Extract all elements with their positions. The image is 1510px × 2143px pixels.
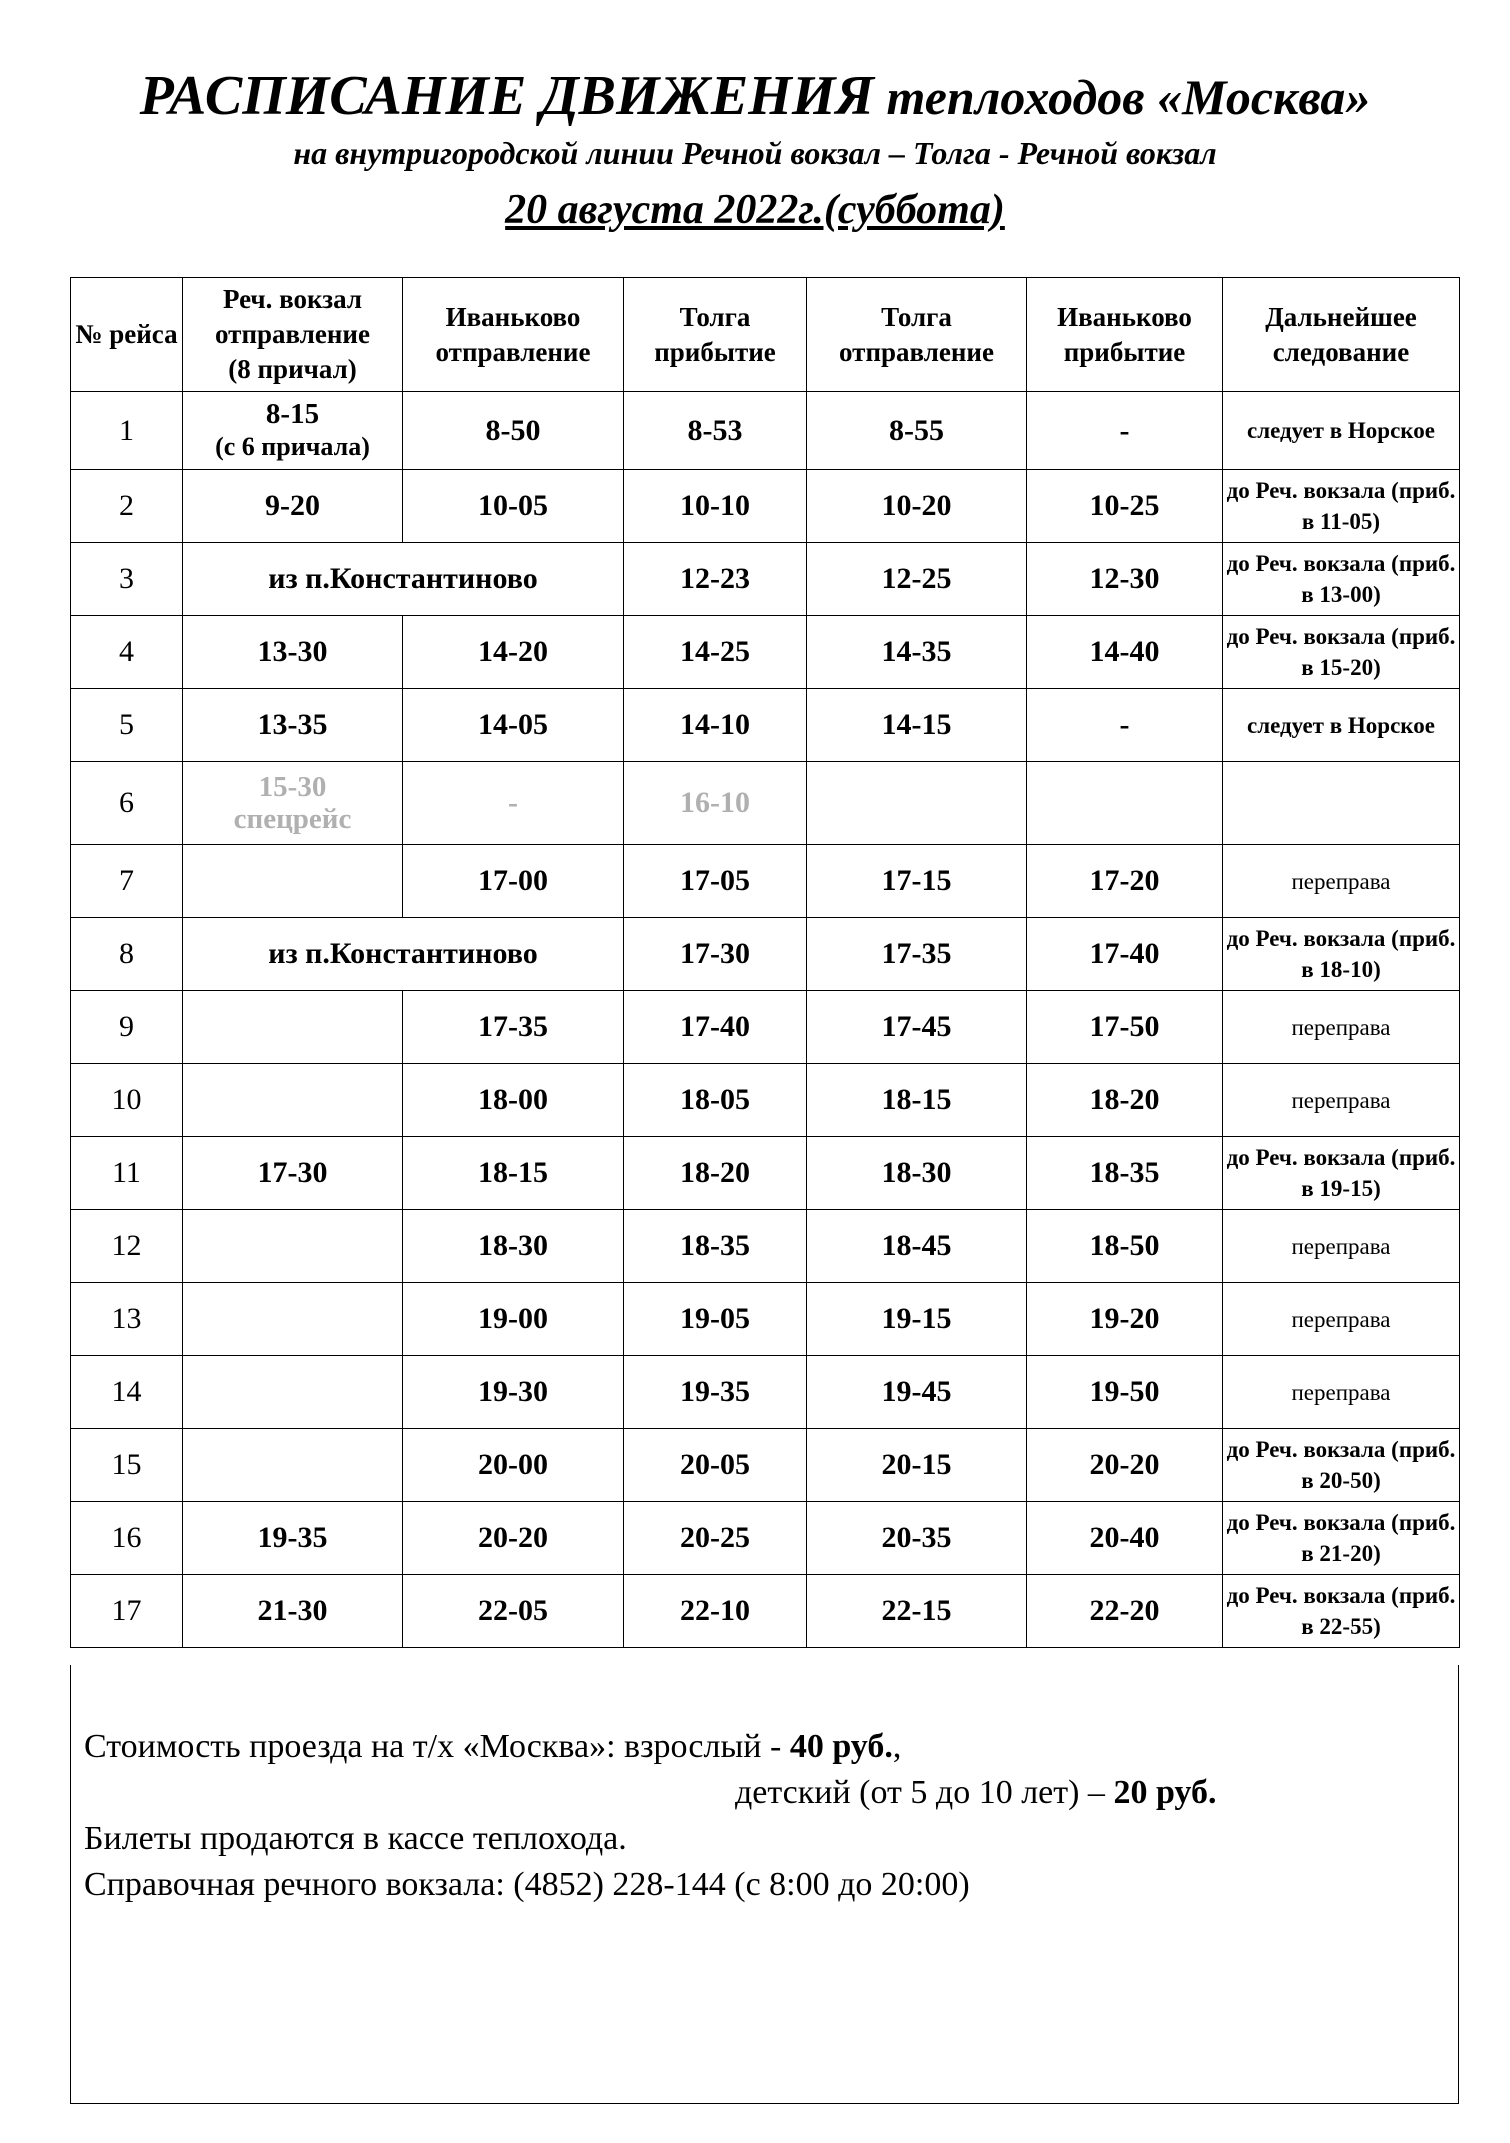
fare-child-line [84,1770,1216,1816]
header-trip-number: № рейса [71,278,183,392]
river-departure: 21-30 [183,1575,403,1648]
table-row [71,1356,1460,1429]
tickets-info: Билеты продаются в кассе теплохода. [84,1820,627,1857]
tolga-arrival: 18-20 [624,1137,807,1210]
trip-number: 13 [71,1283,183,1356]
fare-prefix: Стоимость проезда на т/х «Москва»: взрослый - [84,1728,790,1765]
header-tolga-departure: Толга отправление [807,278,1027,392]
fare-child-price: 20 руб. [1113,1774,1217,1811]
ivankovo-departure: 14-05 [403,689,624,762]
ivankovo-arrival: 20-40 [1027,1502,1223,1575]
river-departure-note: спецрейс [233,803,352,835]
trip-number: 9 [71,991,183,1064]
tolga-arrival: 19-35 [624,1356,807,1429]
ivankovo-arrival: 22-20 [1027,1575,1223,1648]
trip-number: 3 [71,543,183,616]
tolga-departure: 22-15 [807,1575,1027,1648]
ivankovo-departure: 8-50 [403,392,624,470]
river-departure [183,1429,403,1502]
ivankovo-departure: 20-20 [403,1502,624,1575]
table-row [71,918,1460,991]
river-departure: 9-20 [183,470,403,543]
next-route: переправа [1223,845,1460,918]
tolga-arrival: 12-23 [624,543,807,616]
table-row [71,543,1460,616]
ivankovo-departure: 20-00 [403,1429,624,1502]
ivankovo-arrival: - [1027,689,1223,762]
trip-number: 11 [71,1137,183,1210]
tolga-departure: 19-45 [807,1356,1027,1429]
ivankovo-arrival: 19-20 [1027,1283,1223,1356]
river-departure-time: 15-30 [258,771,327,803]
tolga-departure [807,762,1027,845]
ivankovo-arrival: 20-20 [1027,1429,1223,1502]
header-river-departure-pier: (8 причал) [228,354,357,384]
trip-number: 12 [71,1210,183,1283]
next-route: до Реч. вокзала (приб. в 13-00) [1223,543,1460,616]
ivankovo-departure: 14-20 [403,616,624,689]
phone-info: Справочная речного вокзала: (4852) 228-144 (с 8:00 до 20:00) [84,1866,970,1903]
ivankovo-arrival: 17-20 [1027,845,1223,918]
title-rest: теплоходов «Москва» [886,69,1371,125]
tolga-arrival: 8-53 [624,392,807,470]
trip-number: 5 [71,689,183,762]
next-route: следует в Норское [1223,392,1460,470]
river-departure [183,991,403,1064]
trip-number: 14 [71,1356,183,1429]
ivankovo-arrival: 18-50 [1027,1210,1223,1283]
next-route: переправа [1223,1283,1460,1356]
river-departure: 13-35 [183,689,403,762]
ivankovo-departure: 22-05 [403,1575,624,1648]
trip-number: 7 [71,845,183,918]
tolga-arrival: 19-05 [624,1283,807,1356]
trip-number: 16 [71,1502,183,1575]
fare-adult-suffix: , [892,1728,902,1765]
ivankovo-arrival: 12-30 [1027,543,1223,616]
origin-merged: из п.Константиново [183,918,624,991]
table-row [71,1283,1460,1356]
ivankovo-arrival: 18-35 [1027,1137,1223,1210]
trip-number: 6 [71,762,183,845]
ivankovo-departure: 18-30 [403,1210,624,1283]
tolga-arrival: 20-25 [624,1502,807,1575]
table-row [71,1429,1460,1502]
tolga-arrival: 16-10 [624,762,807,845]
tolga-departure: 19-15 [807,1283,1027,1356]
tolga-arrival: 17-40 [624,991,807,1064]
trip-number: 8 [71,918,183,991]
fare-child-prefix: детский (от 5 до 10 лет) – [735,1774,1114,1811]
tolga-departure: 8-55 [807,392,1027,470]
next-route: до Реч. вокзала (приб. в 18-10) [1223,918,1460,991]
tolga-arrival: 17-30 [624,918,807,991]
schedule-table [70,277,1460,1648]
trip-number: 4 [71,616,183,689]
river-departure [183,1210,403,1283]
tolga-departure: 18-15 [807,1064,1027,1137]
tolga-arrival: 17-05 [624,845,807,918]
ivankovo-departure: 18-15 [403,1137,624,1210]
next-route [1223,762,1460,845]
table-row [71,1064,1460,1137]
tolga-arrival: 14-10 [624,689,807,762]
next-route: до Реч. вокзала (приб. в 11-05) [1223,470,1460,543]
next-route: до Реч. вокзала (приб. в 15-20) [1223,616,1460,689]
tolga-departure: 17-35 [807,918,1027,991]
tolga-departure: 14-35 [807,616,1027,689]
river-departure [183,762,403,845]
river-departure [183,845,403,918]
river-departure-note: (с 6 причала) [215,432,370,461]
fare-adult-price: 40 руб. [789,1728,893,1765]
tolga-departure: 20-15 [807,1429,1027,1502]
tolga-departure: 18-45 [807,1210,1027,1283]
trip-number: 2 [71,470,183,543]
route-subtitle: на внутригородской линии Речной вокзал – Толга - Речной вокзал [293,135,1217,171]
document-title [0,66,1510,127]
document-header [0,66,1510,237]
tolga-departure: 17-45 [807,991,1027,1064]
table-header-row [71,278,1460,392]
ivankovo-arrival [1027,762,1223,845]
trip-number: 15 [71,1429,183,1502]
next-route: следует в Норское [1223,689,1460,762]
ivankovo-arrival: 14-40 [1027,616,1223,689]
tolga-arrival: 18-35 [624,1210,807,1283]
next-route: до Реч. вокзала (приб. в 20-50) [1223,1429,1460,1502]
trip-number: 10 [71,1064,183,1137]
table-row [71,1137,1460,1210]
title-main: РАСПИСАНИЕ ДВИЖЕНИЯ [139,65,874,127]
tolga-departure: 18-30 [807,1137,1027,1210]
ivankovo-departure: 17-00 [403,845,624,918]
trip-number: 1 [71,392,183,470]
next-route: переправа [1223,1210,1460,1283]
trip-number: 17 [71,1575,183,1648]
ivankovo-departure: 19-00 [403,1283,624,1356]
fare-info [84,1724,1216,1908]
next-route: переправа [1223,1356,1460,1429]
table-row [71,616,1460,689]
origin-merged: из п.Константиново [183,543,624,616]
header-ivankovo-arrival: Иваньково прибытие [1027,278,1223,392]
tolga-arrival: 22-10 [624,1575,807,1648]
tolga-arrival: 10-10 [624,470,807,543]
river-departure: 17-30 [183,1137,403,1210]
tolga-departure: 12-25 [807,543,1027,616]
table-row [71,1502,1460,1575]
header-next-route: Дальнейшее следование [1223,278,1460,392]
table-row [71,689,1460,762]
ivankovo-arrival: 18-20 [1027,1064,1223,1137]
river-departure: 19-35 [183,1502,403,1575]
header-river-departure [183,278,403,392]
ivankovo-arrival: - [1027,392,1223,470]
ivankovo-arrival: 17-40 [1027,918,1223,991]
next-route: до Реч. вокзала (приб. в 21-20) [1223,1502,1460,1575]
header-river-departure-label: Реч. вокзал отправление [215,284,370,349]
ivankovo-departure: 10-05 [403,470,624,543]
table-row [71,991,1460,1064]
river-departure [183,392,403,470]
tolga-arrival: 20-05 [624,1429,807,1502]
river-departure [183,1283,403,1356]
table-row [71,762,1460,845]
river-departure [183,1064,403,1137]
schedule-date: 20 августа 2022г.(суббота) [505,187,1005,233]
header-tolga-arrival: Толга прибытие [624,278,807,392]
ivankovo-departure: 17-35 [403,991,624,1064]
table-row [71,845,1460,918]
table-row [71,392,1460,470]
tolga-departure: 10-20 [807,470,1027,543]
river-departure-time: 8-15 [265,398,320,430]
ivankovo-arrival: 10-25 [1027,470,1223,543]
river-departure [183,1356,403,1429]
ivankovo-arrival: 17-50 [1027,991,1223,1064]
ivankovo-departure: - [403,762,624,845]
ivankovo-arrival: 19-50 [1027,1356,1223,1429]
tolga-departure: 14-15 [807,689,1027,762]
river-departure: 13-30 [183,616,403,689]
tolga-departure: 17-15 [807,845,1027,918]
table-row [71,1575,1460,1648]
fare-adult-line [84,1724,1216,1770]
next-route: переправа [1223,991,1460,1064]
tolga-arrival: 14-25 [624,616,807,689]
next-route: до Реч. вокзала (приб. в 19-15) [1223,1137,1460,1210]
header-ivankovo-departure: Иваньково отправление [403,278,624,392]
next-route: переправа [1223,1064,1460,1137]
table-row [71,1210,1460,1283]
tolga-arrival: 18-05 [624,1064,807,1137]
tolga-departure: 20-35 [807,1502,1027,1575]
next-route: до Реч. вокзала (приб. в 22-55) [1223,1575,1460,1648]
ivankovo-departure: 19-30 [403,1356,624,1429]
table-row [71,470,1460,543]
ivankovo-departure: 18-00 [403,1064,624,1137]
